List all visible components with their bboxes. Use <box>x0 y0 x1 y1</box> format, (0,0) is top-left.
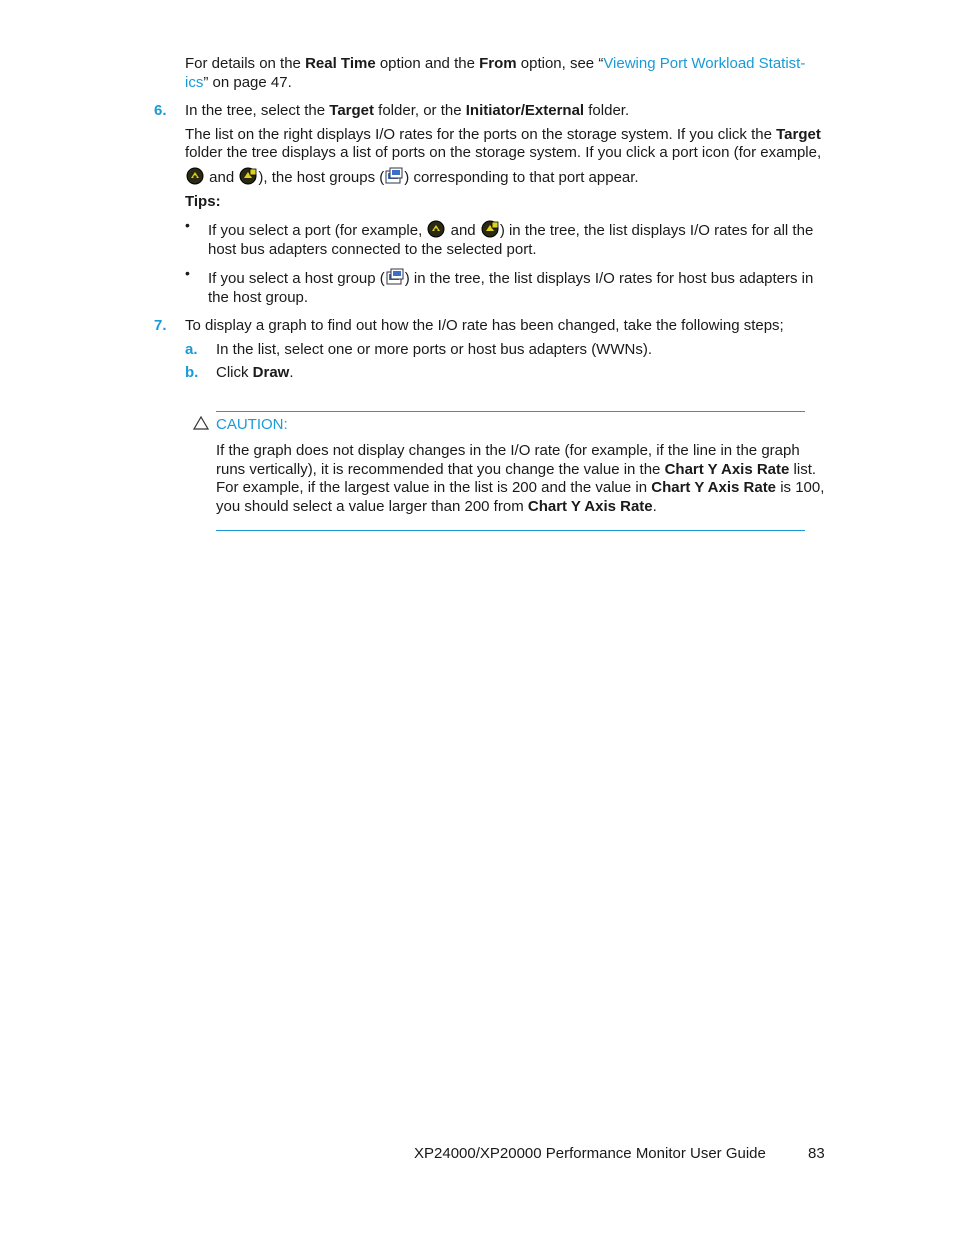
port-icon-alt <box>481 220 499 238</box>
step-7b-letter: b. <box>185 364 199 381</box>
viewing-port-workload-link-cont[interactable]: ics <box>185 74 204 91</box>
target-term: Target <box>329 102 374 119</box>
step-7-number: 7. <box>154 317 167 334</box>
viewing-port-workload-link[interactable]: Viewing Port Workload Statist- <box>603 55 806 72</box>
host-group-icon <box>386 268 404 286</box>
chart-y-axis-rate-term: Chart Y Axis Rate <box>664 461 790 478</box>
tip-text: ) in the tree, the list displays I/O rates for all the <box>499 222 814 239</box>
caution-text: runs vertically), it is recommended that you change the value in the <box>216 461 665 478</box>
step-text: The list on the right displays I/O rates for the ports on the storage system. If you click the <box>185 126 777 143</box>
caution-text: . <box>652 498 657 515</box>
caution-line-2 <box>216 460 816 479</box>
step-7a-text: In the list, select one or more ports or host bus adapters (WWNs). <box>216 341 652 358</box>
tip-1-line-1 <box>208 220 813 240</box>
caution-top-rule <box>216 411 805 412</box>
step-6-number: 6. <box>154 102 167 119</box>
step-7-text: To display a graph to find out how the I/O rate has been changed, take the following steps; <box>185 317 784 334</box>
step-text: folder, or the <box>374 102 466 119</box>
caution-text: For example, if the largest value in the list is 200 and the value in <box>216 479 652 496</box>
from-term: From <box>479 55 517 72</box>
tip-text: and <box>446 222 480 239</box>
caution-title: CAUTION: <box>216 416 288 433</box>
step-6-desc-line-1 <box>185 125 821 144</box>
step-text: and <box>205 169 239 186</box>
host-group-icon <box>385 167 403 185</box>
step-text: . <box>289 364 294 381</box>
chart-y-axis-rate-term: Chart Y Axis Rate <box>651 479 777 496</box>
real-time-term: Real Time <box>305 55 376 72</box>
chart-y-axis-rate-term: Chart Y Axis Rate <box>527 498 653 515</box>
tips-heading: Tips: <box>185 193 221 210</box>
tip-1-line-2: host bus adapters connected to the selected port. <box>208 241 537 258</box>
intro-text: ” on page 47. <box>203 74 292 91</box>
bullet-1: • <box>185 217 190 233</box>
caution-bottom-rule <box>216 530 805 531</box>
port-icon <box>427 220 445 238</box>
draw-term: Draw <box>252 364 290 381</box>
port-icon-alt <box>239 167 257 185</box>
step-6-text <box>185 101 629 120</box>
step-7a-letter: a. <box>185 341 198 358</box>
caution-text: list. <box>789 461 817 478</box>
tip-text: ) in the tree, the list displays I/O rates for host bus adapters in <box>404 270 814 287</box>
page-number: 83 <box>808 1145 825 1162</box>
footer-title: XP24000/XP20000 Performance Monitor User Guide <box>414 1145 766 1162</box>
tip-2-line-2: the host group. <box>208 289 309 306</box>
caution-line-4 <box>216 497 657 516</box>
caution-line-3 <box>216 478 824 497</box>
step-text: folder. <box>584 102 630 119</box>
step-text: In the tree, select the <box>185 102 330 119</box>
intro-text: option, see “ <box>516 55 604 72</box>
step-6-desc-line-3 <box>185 167 639 187</box>
step-text: ) corresponding to that port appear. <box>404 169 639 186</box>
tip-2-line-1 <box>208 268 813 288</box>
step-text: Click <box>216 364 253 381</box>
intro-text: For details on the <box>185 55 306 72</box>
tip-text: If you select a port (for example, <box>208 222 427 239</box>
caution-triangle-icon <box>193 416 209 430</box>
caution-line-1: If the graph does not display changes in the I/O rate (for example, if the line in the graph <box>216 442 800 459</box>
initiator-term: Initiator/External <box>465 102 585 119</box>
intro-line-1 <box>185 54 805 73</box>
step-7b-text <box>216 363 294 382</box>
step-6-desc-line-2: folder the tree displays a list of ports on the storage system. If you click a port icon (for example, <box>185 144 822 161</box>
tip-text: If you select a host group ( <box>208 270 385 287</box>
port-icon <box>186 167 204 185</box>
target-term: Target <box>776 126 821 143</box>
intro-line-2 <box>185 73 292 92</box>
bullet-2: • <box>185 265 190 281</box>
caution-text: you should select a value larger than 200 from <box>216 498 528 515</box>
caution-text: is 100, <box>776 479 825 496</box>
intro-text: option and the <box>375 55 480 72</box>
step-text: ), the host groups ( <box>258 169 385 186</box>
